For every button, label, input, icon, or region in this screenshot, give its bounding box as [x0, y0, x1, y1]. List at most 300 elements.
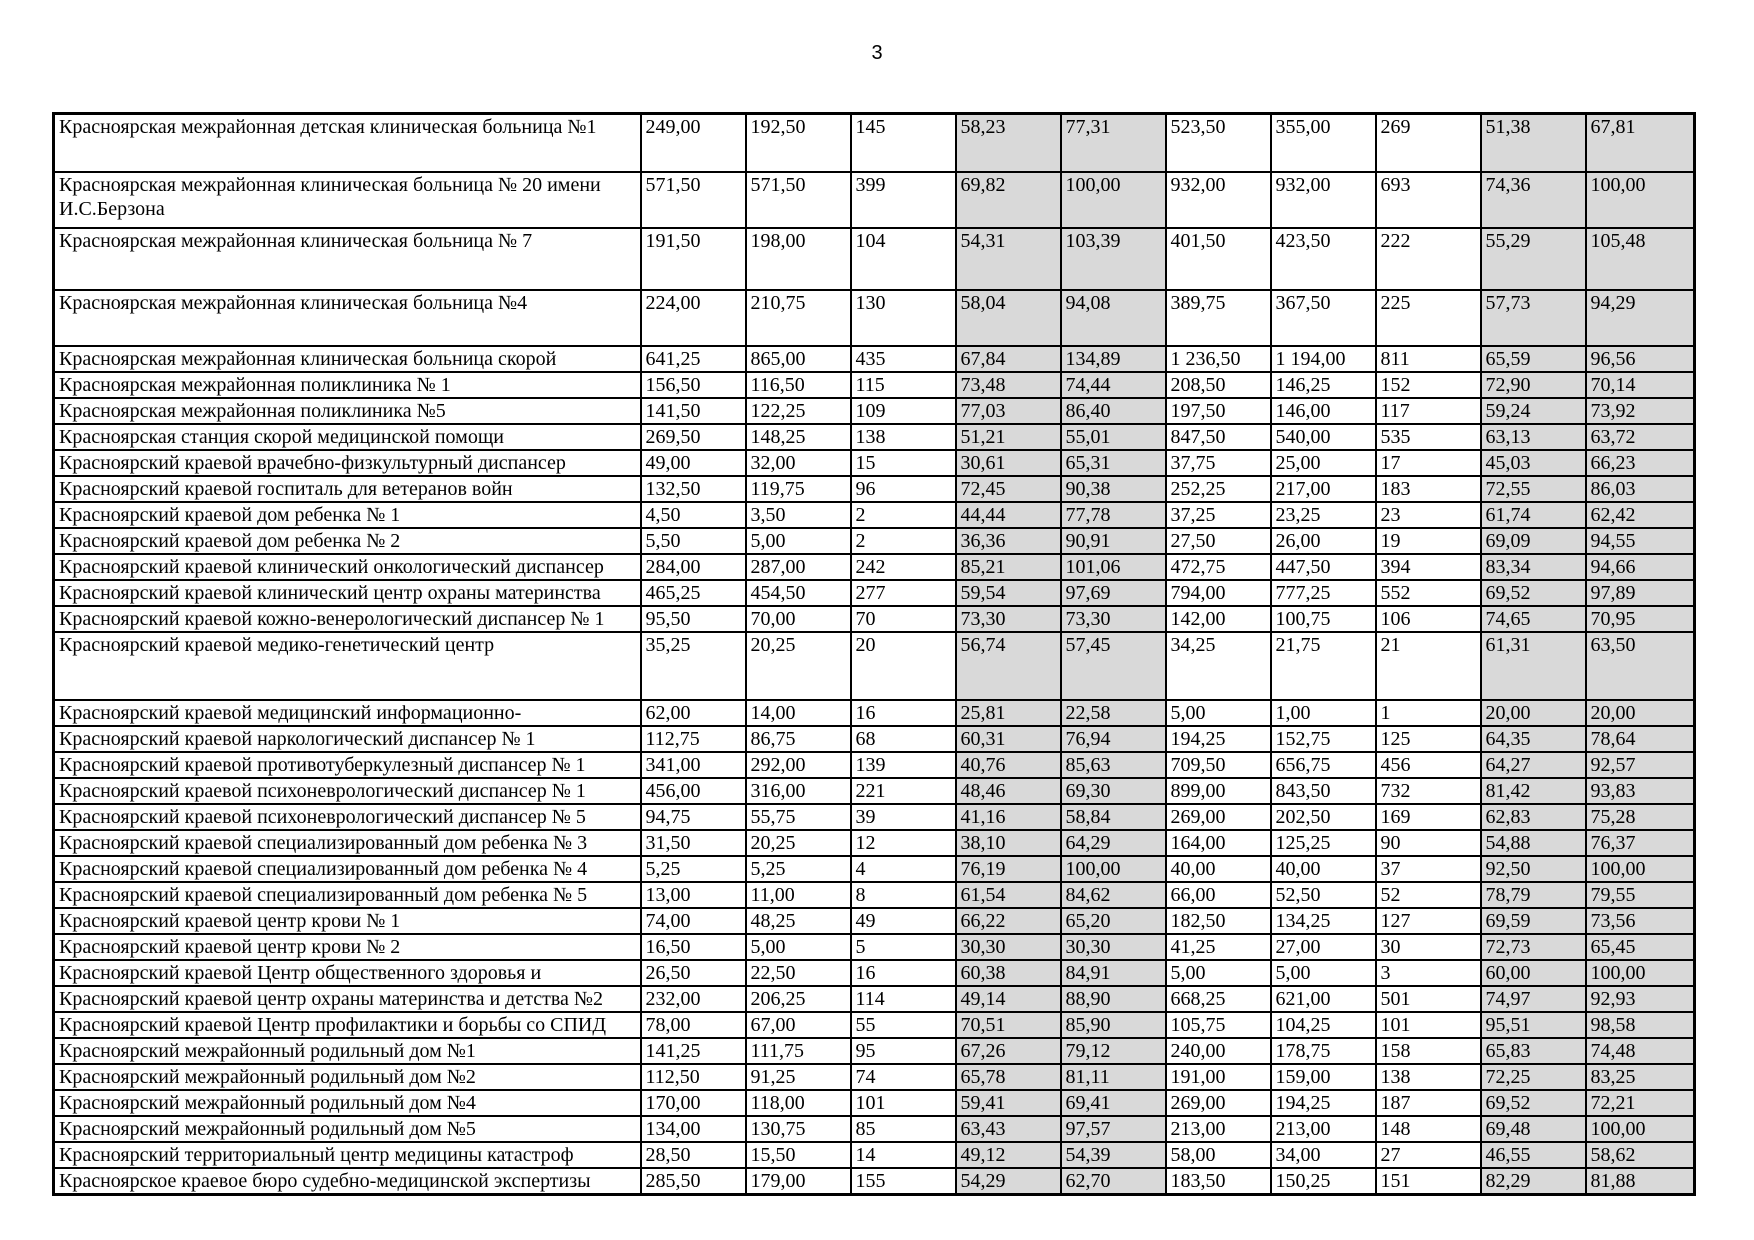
value-cell: 44,44 [956, 502, 1061, 528]
table-row [54, 502, 1695, 528]
value-cell: 22,58 [1061, 700, 1166, 726]
value-cell: 138 [1376, 1064, 1481, 1090]
value-cell: 66,22 [956, 908, 1061, 934]
value-cell: 84,62 [1061, 882, 1166, 908]
value-cell: 63,13 [1481, 424, 1586, 450]
value-cell: 36,36 [956, 528, 1061, 554]
facility-name-cell: Красноярский территориальный центр медицины катастроф [54, 1142, 641, 1168]
table-row [54, 1012, 1695, 1038]
value-cell: 287,00 [746, 554, 851, 580]
value-cell: 103,39 [1061, 228, 1166, 290]
facility-name-cell: Красноярская межрайонная клиническая больница №4 [54, 290, 641, 346]
value-cell: 225 [1376, 290, 1481, 346]
table-row [54, 228, 1695, 290]
value-cell: 41,25 [1166, 934, 1271, 960]
value-cell: 23,25 [1271, 502, 1376, 528]
value-cell: 23 [1376, 502, 1481, 528]
value-cell: 76,19 [956, 856, 1061, 882]
value-cell: 65,59 [1481, 346, 1586, 372]
value-cell: 51,21 [956, 424, 1061, 450]
value-cell: 59,54 [956, 580, 1061, 606]
table-row [54, 290, 1695, 346]
value-cell: 77,31 [1061, 114, 1166, 172]
value-cell: 59,41 [956, 1090, 1061, 1116]
value-cell: 64,35 [1481, 726, 1586, 752]
value-cell: 60,31 [956, 726, 1061, 752]
value-cell: 5,50 [641, 528, 746, 554]
value-cell: 16 [851, 960, 956, 986]
table-row [54, 1090, 1695, 1116]
value-cell: 92,57 [1586, 752, 1695, 778]
value-cell: 101 [851, 1090, 956, 1116]
value-cell: 46,55 [1481, 1142, 1586, 1168]
table-row [54, 450, 1695, 476]
value-cell: 79,55 [1586, 882, 1695, 908]
facility-name-cell: Красноярский краевой специализированный дом ребенка № 4 [54, 856, 641, 882]
value-cell: 134,89 [1061, 346, 1166, 372]
value-cell: 693 [1376, 172, 1481, 228]
value-cell: 69,30 [1061, 778, 1166, 804]
value-cell: 117 [1376, 398, 1481, 424]
value-cell: 57,73 [1481, 290, 1586, 346]
table-row [54, 372, 1695, 398]
value-cell: 28,50 [641, 1142, 746, 1168]
value-cell: 169 [1376, 804, 1481, 830]
facility-name-cell: Красноярский межрайонный родильный дом №1 [54, 1038, 641, 1064]
table-row [54, 700, 1695, 726]
value-cell: 164,00 [1166, 830, 1271, 856]
table-row [54, 726, 1695, 752]
value-cell: 709,50 [1166, 752, 1271, 778]
value-cell: 1 [1376, 700, 1481, 726]
value-cell: 843,50 [1271, 778, 1376, 804]
value-cell: 194,25 [1166, 726, 1271, 752]
value-cell: 21,75 [1271, 632, 1376, 700]
value-cell: 15,50 [746, 1142, 851, 1168]
value-cell: 54,31 [956, 228, 1061, 290]
value-cell: 213,00 [1166, 1116, 1271, 1142]
value-cell: 90,91 [1061, 528, 1166, 554]
value-cell: 85 [851, 1116, 956, 1142]
value-cell: 72,73 [1481, 934, 1586, 960]
value-cell: 40,00 [1166, 856, 1271, 882]
value-cell: 106 [1376, 606, 1481, 632]
value-cell: 61,54 [956, 882, 1061, 908]
value-cell: 48,25 [746, 908, 851, 934]
value-cell: 210,75 [746, 290, 851, 346]
facility-name-cell: Красноярский краевой госпиталь для ветеранов войн [54, 476, 641, 502]
value-cell: 159,00 [1271, 1064, 1376, 1090]
value-cell: 127 [1376, 908, 1481, 934]
value-cell: 5 [851, 934, 956, 960]
value-cell: 40,76 [956, 752, 1061, 778]
value-cell: 76,37 [1586, 830, 1695, 856]
table-row [54, 476, 1695, 502]
value-cell: 37,75 [1166, 450, 1271, 476]
value-cell: 39 [851, 804, 956, 830]
value-cell: 183,50 [1166, 1168, 1271, 1195]
value-cell: 27,50 [1166, 528, 1271, 554]
value-cell: 72,90 [1481, 372, 1586, 398]
value-cell: 70,00 [746, 606, 851, 632]
value-cell: 284,00 [641, 554, 746, 580]
value-cell: 732 [1376, 778, 1481, 804]
value-cell: 5,25 [641, 856, 746, 882]
value-cell: 191,00 [1166, 1064, 1271, 1090]
table-row [54, 986, 1695, 1012]
facility-name-cell: Красноярский краевой клинический центр охраны материнства [54, 580, 641, 606]
value-cell: 56,74 [956, 632, 1061, 700]
value-cell: 111,75 [746, 1038, 851, 1064]
value-cell: 777,25 [1271, 580, 1376, 606]
value-cell: 66,00 [1166, 882, 1271, 908]
value-cell: 74,44 [1061, 372, 1166, 398]
facility-name-cell: Красноярский краевой Центр общественного здоровья и [54, 960, 641, 986]
value-cell: 100,00 [1061, 856, 1166, 882]
value-cell: 134,25 [1271, 908, 1376, 934]
value-cell: 100,00 [1586, 856, 1695, 882]
value-cell: 74,36 [1481, 172, 1586, 228]
value-cell: 145 [851, 114, 956, 172]
value-cell: 32,00 [746, 450, 851, 476]
facility-name-cell: Красноярский краевой Центр профилактики и борьбы со СПИД [54, 1012, 641, 1038]
value-cell: 456 [1376, 752, 1481, 778]
value-cell: 38,10 [956, 830, 1061, 856]
value-cell: 249,00 [641, 114, 746, 172]
value-cell: 78,00 [641, 1012, 746, 1038]
value-cell: 292,00 [746, 752, 851, 778]
value-cell: 63,43 [956, 1116, 1061, 1142]
value-cell: 70 [851, 606, 956, 632]
value-cell: 60,38 [956, 960, 1061, 986]
value-cell: 60,00 [1481, 960, 1586, 986]
value-cell: 67,26 [956, 1038, 1061, 1064]
value-cell: 125,25 [1271, 830, 1376, 856]
facility-name-cell: Красноярский краевой медико-генетический центр [54, 632, 641, 700]
value-cell: 13,00 [641, 882, 746, 908]
value-cell: 105,75 [1166, 1012, 1271, 1038]
value-cell: 98,58 [1586, 1012, 1695, 1038]
value-cell: 65,45 [1586, 934, 1695, 960]
value-cell: 75,28 [1586, 804, 1695, 830]
value-cell: 30,61 [956, 450, 1061, 476]
value-cell: 69,48 [1481, 1116, 1586, 1142]
value-cell: 232,00 [641, 986, 746, 1012]
value-cell: 22,50 [746, 960, 851, 986]
value-cell: 49,12 [956, 1142, 1061, 1168]
facility-name-cell: Красноярский краевой дом ребенка № 2 [54, 528, 641, 554]
value-cell: 104,25 [1271, 1012, 1376, 1038]
value-cell: 67,00 [746, 1012, 851, 1038]
value-cell: 191,50 [641, 228, 746, 290]
value-cell: 26,00 [1271, 528, 1376, 554]
table-row [54, 580, 1695, 606]
value-cell: 101,06 [1061, 554, 1166, 580]
value-cell: 73,48 [956, 372, 1061, 398]
value-cell: 221 [851, 778, 956, 804]
table-row [54, 632, 1695, 700]
facility-name-cell: Красноярский краевой психоневрологический диспансер № 1 [54, 778, 641, 804]
value-cell: 641,25 [641, 346, 746, 372]
value-cell: 158 [1376, 1038, 1481, 1064]
table-row [54, 804, 1695, 830]
facility-name-cell: Красноярский краевой центр крови № 2 [54, 934, 641, 960]
value-cell: 67,84 [956, 346, 1061, 372]
value-cell: 197,50 [1166, 398, 1271, 424]
value-cell: 119,75 [746, 476, 851, 502]
value-cell: 1,00 [1271, 700, 1376, 726]
value-cell: 61,74 [1481, 502, 1586, 528]
value-cell: 1 194,00 [1271, 346, 1376, 372]
value-cell: 90 [1376, 830, 1481, 856]
value-cell: 21 [1376, 632, 1481, 700]
facility-name-cell: Красноярская межрайонная клиническая больница скорой [54, 346, 641, 372]
value-cell: 74 [851, 1064, 956, 1090]
value-cell: 125 [1376, 726, 1481, 752]
value-cell: 100,00 [1586, 960, 1695, 986]
value-cell: 187 [1376, 1090, 1481, 1116]
value-cell: 202,50 [1271, 804, 1376, 830]
facility-name-cell: Красноярская межрайонная клиническая больница № 7 [54, 228, 641, 290]
value-cell: 252,25 [1166, 476, 1271, 502]
facility-name-cell: Красноярский краевой наркологический диспансер № 1 [54, 726, 641, 752]
value-cell: 15 [851, 450, 956, 476]
facility-name-cell: Красноярский краевой противотуберкулезный диспансер № 1 [54, 752, 641, 778]
table-row [54, 398, 1695, 424]
value-cell: 8 [851, 882, 956, 908]
value-cell: 14,00 [746, 700, 851, 726]
value-cell: 4 [851, 856, 956, 882]
value-cell: 105,48 [1586, 228, 1695, 290]
value-cell: 11,00 [746, 882, 851, 908]
table-row [54, 882, 1695, 908]
value-cell: 222 [1376, 228, 1481, 290]
value-cell: 52 [1376, 882, 1481, 908]
value-cell: 151 [1376, 1168, 1481, 1195]
value-cell: 389,75 [1166, 290, 1271, 346]
value-cell: 92,93 [1586, 986, 1695, 1012]
facility-name-cell: Красноярский межрайонный родильный дом №2 [54, 1064, 641, 1090]
value-cell: 134,00 [641, 1116, 746, 1142]
value-cell: 85,90 [1061, 1012, 1166, 1038]
value-cell: 58,62 [1586, 1142, 1695, 1168]
value-cell: 68 [851, 726, 956, 752]
value-cell: 269,00 [1166, 804, 1271, 830]
value-cell: 74,65 [1481, 606, 1586, 632]
value-cell: 65,31 [1061, 450, 1166, 476]
value-cell: 73,30 [1061, 606, 1166, 632]
value-cell: 141,25 [641, 1038, 746, 1064]
value-cell: 146,25 [1271, 372, 1376, 398]
value-cell: 316,00 [746, 778, 851, 804]
value-cell: 64,29 [1061, 830, 1166, 856]
facility-name-cell: Красноярская межрайонная поликлиника №5 [54, 398, 641, 424]
value-cell: 112,75 [641, 726, 746, 752]
value-cell: 51,38 [1481, 114, 1586, 172]
value-cell: 794,00 [1166, 580, 1271, 606]
value-cell: 83,34 [1481, 554, 1586, 580]
value-cell: 118,00 [746, 1090, 851, 1116]
value-cell: 20,00 [1481, 700, 1586, 726]
value-cell: 269 [1376, 114, 1481, 172]
value-cell: 3 [1376, 960, 1481, 986]
value-cell: 355,00 [1271, 114, 1376, 172]
table-row [54, 1142, 1695, 1168]
facility-name-cell: Красноярский краевой центр крови № 1 [54, 908, 641, 934]
value-cell: 45,03 [1481, 450, 1586, 476]
value-cell: 54,88 [1481, 830, 1586, 856]
facility-name-cell: Красноярский краевой клинический онкологический диспансер [54, 554, 641, 580]
facility-name-cell: Красноярский краевой медицинский информационно- [54, 700, 641, 726]
value-cell: 30 [1376, 934, 1481, 960]
value-cell: 31,50 [641, 830, 746, 856]
facility-name-cell: Красноярский межрайонный родильный дом №5 [54, 1116, 641, 1142]
facility-name-cell: Красноярская межрайонная детская клиническая больница №1 [54, 114, 641, 172]
value-cell: 67,81 [1586, 114, 1695, 172]
value-cell: 57,45 [1061, 632, 1166, 700]
value-cell: 206,25 [746, 986, 851, 1012]
table-row [54, 778, 1695, 804]
value-cell: 72,55 [1481, 476, 1586, 502]
value-cell: 4,50 [641, 502, 746, 528]
value-cell: 97,89 [1586, 580, 1695, 606]
facility-name-cell: Красноярский краевой кожно-венерологический диспансер № 1 [54, 606, 641, 632]
value-cell: 92,50 [1481, 856, 1586, 882]
value-cell: 285,50 [641, 1168, 746, 1195]
value-cell: 72,45 [956, 476, 1061, 502]
value-cell: 55,29 [1481, 228, 1586, 290]
value-cell: 82,29 [1481, 1168, 1586, 1195]
value-cell: 41,16 [956, 804, 1061, 830]
value-cell: 84,91 [1061, 960, 1166, 986]
value-cell: 454,50 [746, 580, 851, 606]
value-cell: 85,21 [956, 554, 1061, 580]
value-cell: 40,00 [1271, 856, 1376, 882]
value-cell: 69,52 [1481, 580, 1586, 606]
value-cell: 138 [851, 424, 956, 450]
value-cell: 277 [851, 580, 956, 606]
value-cell: 70,51 [956, 1012, 1061, 1038]
value-cell: 86,03 [1586, 476, 1695, 502]
facilities-table-body [54, 114, 1695, 1195]
value-cell: 78,79 [1481, 882, 1586, 908]
value-cell: 109 [851, 398, 956, 424]
value-cell: 192,50 [746, 114, 851, 172]
value-cell: 81,11 [1061, 1064, 1166, 1090]
value-cell: 30,30 [956, 934, 1061, 960]
value-cell: 447,50 [1271, 554, 1376, 580]
value-cell: 62,83 [1481, 804, 1586, 830]
value-cell: 34,00 [1271, 1142, 1376, 1168]
value-cell: 95,50 [641, 606, 746, 632]
value-cell: 5,25 [746, 856, 851, 882]
value-cell: 73,30 [956, 606, 1061, 632]
value-cell: 74,48 [1586, 1038, 1695, 1064]
value-cell: 86,40 [1061, 398, 1166, 424]
value-cell: 865,00 [746, 346, 851, 372]
value-cell: 472,75 [1166, 554, 1271, 580]
value-cell: 48,46 [956, 778, 1061, 804]
value-cell: 59,24 [1481, 398, 1586, 424]
value-cell: 73,92 [1586, 398, 1695, 424]
table-row [54, 606, 1695, 632]
value-cell: 115 [851, 372, 956, 398]
value-cell: 179,00 [746, 1168, 851, 1195]
value-cell: 465,25 [641, 580, 746, 606]
table-row [54, 424, 1695, 450]
value-cell: 20,00 [1586, 700, 1695, 726]
value-cell: 100,00 [1586, 172, 1695, 228]
value-cell: 69,52 [1481, 1090, 1586, 1116]
table-row [54, 172, 1695, 228]
value-cell: 34,25 [1166, 632, 1271, 700]
value-cell: 16 [851, 700, 956, 726]
value-cell: 152,75 [1271, 726, 1376, 752]
value-cell: 198,00 [746, 228, 851, 290]
value-cell: 72,21 [1586, 1090, 1695, 1116]
value-cell: 69,59 [1481, 908, 1586, 934]
facility-name-cell: Красноярская межрайонная поликлиника № 1 [54, 372, 641, 398]
value-cell: 242 [851, 554, 956, 580]
value-cell: 269,00 [1166, 1090, 1271, 1116]
value-cell: 55 [851, 1012, 956, 1038]
value-cell: 49,14 [956, 986, 1061, 1012]
value-cell: 62,42 [1586, 502, 1695, 528]
value-cell: 100,75 [1271, 606, 1376, 632]
value-cell: 54,29 [956, 1168, 1061, 1195]
value-cell: 183 [1376, 476, 1481, 502]
table-row [54, 830, 1695, 856]
value-cell: 58,23 [956, 114, 1061, 172]
value-cell: 58,00 [1166, 1142, 1271, 1168]
value-cell: 16,50 [641, 934, 746, 960]
value-cell: 224,00 [641, 290, 746, 346]
value-cell: 30,30 [1061, 934, 1166, 960]
value-cell: 104 [851, 228, 956, 290]
value-cell: 341,00 [641, 752, 746, 778]
value-cell: 5,00 [746, 528, 851, 554]
value-cell: 208,50 [1166, 372, 1271, 398]
value-cell: 88,90 [1061, 986, 1166, 1012]
facility-name-cell: Красноярский краевой специализированный дом ребенка № 5 [54, 882, 641, 908]
value-cell: 85,63 [1061, 752, 1166, 778]
value-cell: 170,00 [641, 1090, 746, 1116]
value-cell: 217,00 [1271, 476, 1376, 502]
value-cell: 26,50 [641, 960, 746, 986]
value-cell: 65,83 [1481, 1038, 1586, 1064]
value-cell: 656,75 [1271, 752, 1376, 778]
value-cell: 55,01 [1061, 424, 1166, 450]
value-cell: 52,50 [1271, 882, 1376, 908]
value-cell: 61,31 [1481, 632, 1586, 700]
value-cell: 63,50 [1586, 632, 1695, 700]
value-cell: 74,97 [1481, 986, 1586, 1012]
value-cell: 399 [851, 172, 956, 228]
value-cell: 70,14 [1586, 372, 1695, 398]
value-cell: 182,50 [1166, 908, 1271, 934]
value-cell: 811 [1376, 346, 1481, 372]
value-cell: 37,25 [1166, 502, 1271, 528]
value-cell: 2 [851, 502, 956, 528]
facility-name-cell: Красноярский краевой психоневрологический диспансер № 5 [54, 804, 641, 830]
value-cell: 5,00 [1271, 960, 1376, 986]
value-cell: 269,50 [641, 424, 746, 450]
value-cell: 155 [851, 1168, 956, 1195]
value-cell: 63,72 [1586, 424, 1695, 450]
table-row [54, 960, 1695, 986]
value-cell: 79,12 [1061, 1038, 1166, 1064]
value-cell: 96 [851, 476, 956, 502]
